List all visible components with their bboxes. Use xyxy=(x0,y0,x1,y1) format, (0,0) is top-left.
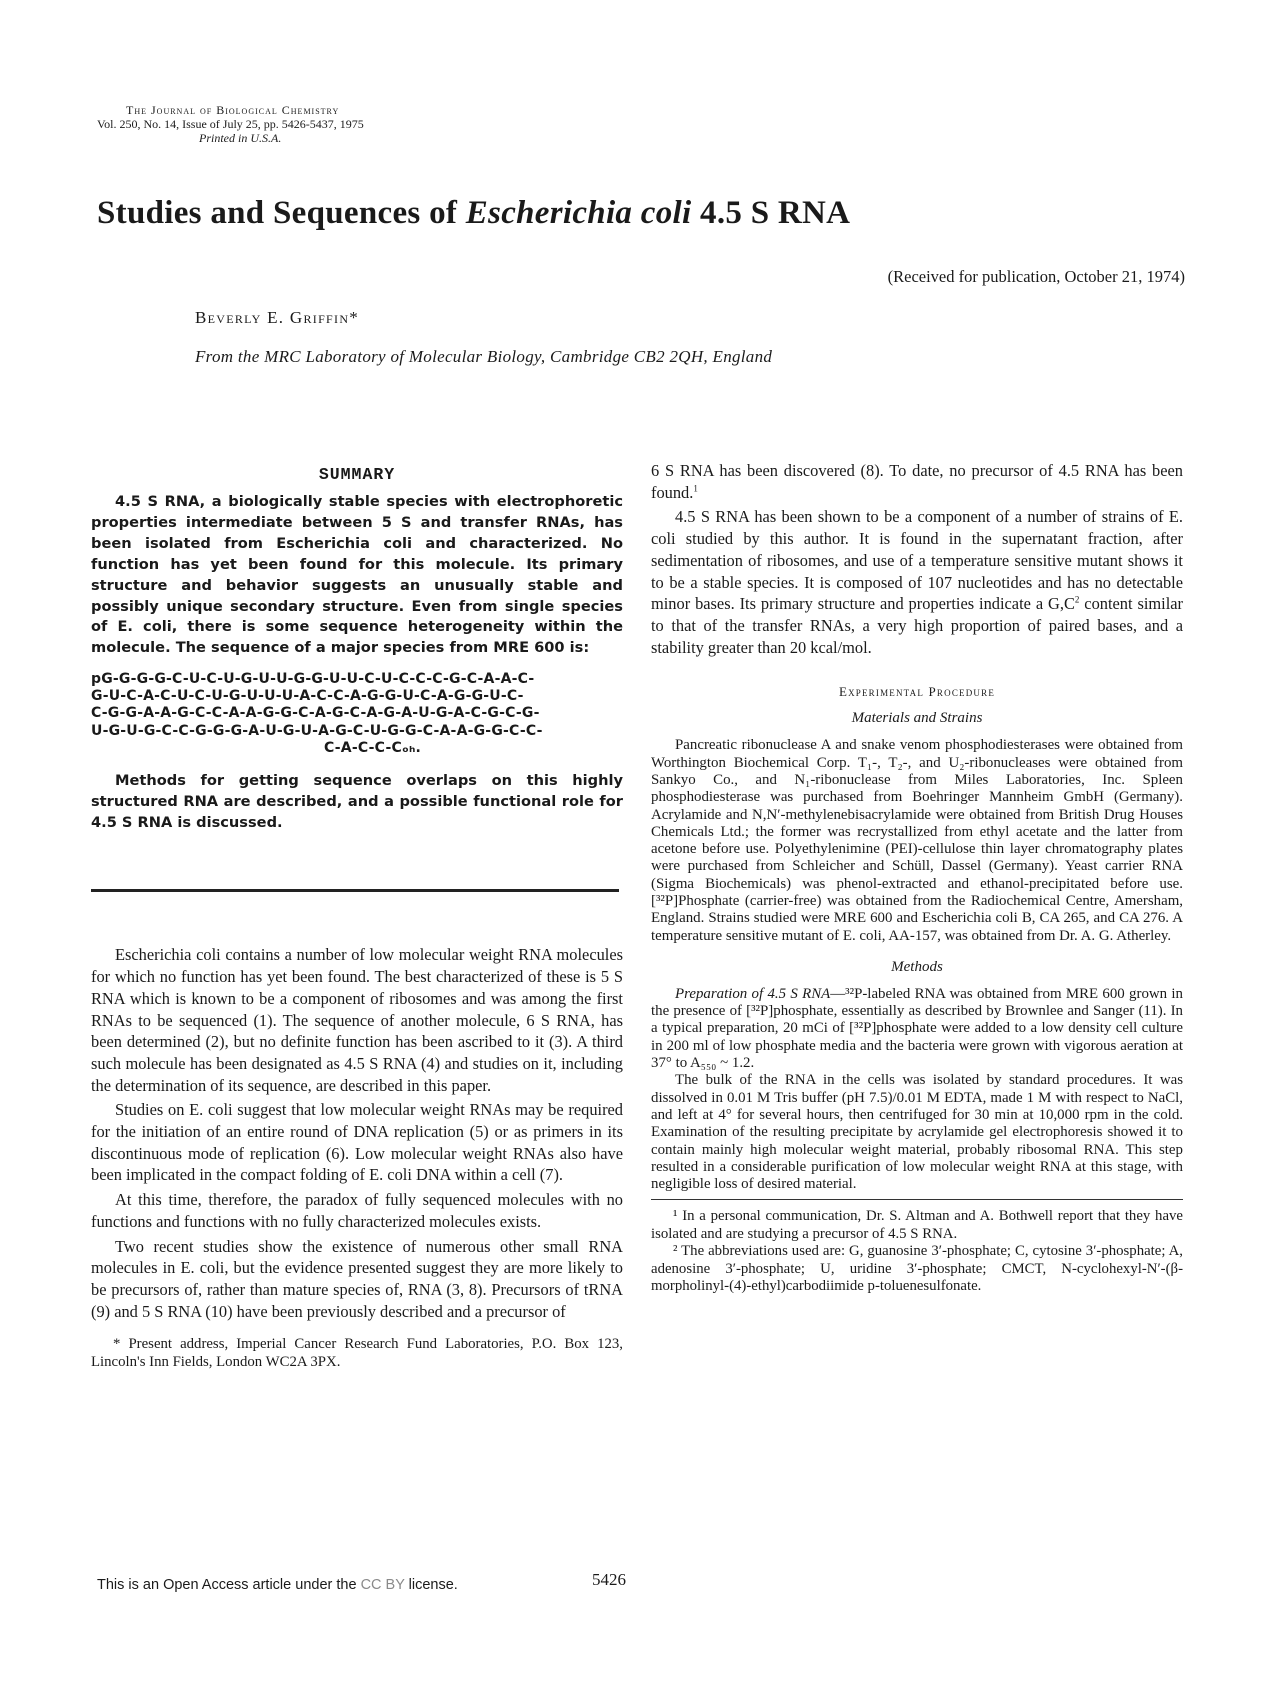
received-date: (Received for publication, October 21, 1974) xyxy=(887,267,1185,286)
summary-paragraph: 4.5 S RNA, a biologically stable species with electrophoretic properties intermediate between 5 S and transfer RNAs, has been isolated from Escherichia coli and characterized. No function has yet been found for this molecule. Its primary structure and behavior suggests an unusually stable and possibly unique secondary structure. Even from single species of E. coli, there is some sequence heterogeneity within the molecule. The sequence of a major species from MRE 600 is: xyxy=(91,493,623,657)
sequence-line: pG-G-G-G-C-U-C-U-G-U-U-G-G-U-U-C-U-C-C-C-G-C-A-A-C- xyxy=(91,671,535,688)
title-prefix: Studies and Sequences of xyxy=(97,195,466,231)
subsection-heading: Materials and Strains xyxy=(851,710,983,727)
subsection-heading: Methods xyxy=(891,958,943,975)
page-number: 5426 xyxy=(592,1570,626,1589)
sequence-line: U-G-U-G-C-C-G-G-G-A-U-G-U-A-G-C-U-G-G-C-A-A-G-G-C-C- xyxy=(91,722,543,739)
journal-name: The Journal of Biological Chemistry xyxy=(126,103,340,117)
summary-abstract xyxy=(91,492,623,833)
body-paragraph: 4.5 S RNA has been shown to be a component of a number of strains of E. coli studied by this author. It is found in the supernatant fraction, after sedimentation of ribosomes, and use of a temperature sensitive mutant shows it to be a stable species. It is composed of 107 nucleotides and has no detectable minor bases. Its primary structure and properties indicate a $G,C^2$ content similar to that of the transfer RNAs, a very high proportion of paired bases, and a stability greater than 20 kcal/mol. xyxy=(651,507,1183,657)
footnote-author xyxy=(91,1336,623,1371)
body-paragraph: 6 S RNA has been discovered (8). To date, no precursor of 4.5 RNA has been found.$^1$ xyxy=(651,461,1183,502)
title-organism: Escherichia coli xyxy=(465,195,692,231)
sequence-line: C-G-G-A-A-G-C-C-A-A-G-G-C-A-G-C-A-G-A-U-G-A-C-G-C-G- xyxy=(91,705,540,722)
footnote-1: ¹ In a personal communication, Dr. S. Altman and A. Bothwell report that they have isolated and are studying a precursor of 4.5 S RNA. xyxy=(651,1208,1183,1242)
body-paragraph: Studies on E. coli suggest that low molecular weight RNAs may be required for the initiation of an entire round of DNA replication (5) or as primers in its discontinuous mode of replication (6). Low molecular weight RNAs also have been implicated in the compact folding of E. coli DNA within a cell (7). xyxy=(91,1100,623,1185)
printed-note: Printed in U.S.A. xyxy=(199,131,282,145)
right-column xyxy=(651,460,1183,1295)
journal-header xyxy=(97,103,517,145)
introduction xyxy=(91,944,623,1322)
methods-paragraph: The bulk of the RNA in the cells was isolated by standard procedures. It was dissolved in 0.01 M Tris buffer (pH 7.5)/0.01 M EDTA, made 1 M with respect to NaCl, and left at 4° for several hours, then centrifuged for 30 min at 10,000 rpm in the cold. Examination of the resulting precipitate by acrylamide gel electrophoresis showed it to contain mainly high molecular weight material, probably ribosomal RNA. This step resulted in a considerable purification of low molecular weight RNA at this stage, with negligible loss of desired material. xyxy=(651,1072,1183,1193)
author-name: Beverly E. Griffin* xyxy=(195,308,360,327)
summary-paragraph: Methods for getting sequence overlaps on this highly structured RNA are described, and a possible functional role for 4.5 S RNA is discussed. xyxy=(91,771,623,831)
sequence-line: C-A-C-C-Cₒₕ. xyxy=(324,739,422,756)
author-affiliation: From the MRC Laboratory of Molecular Biology, Cambridge CB2 2QH, England xyxy=(195,347,773,366)
materials-section xyxy=(651,737,1183,945)
methods-paragraph: Preparation of 4.5 S RNA—³²P-labeled RNA was obtained from MRE 600 grown in the presence of [³²P]phosphate, essentially as described by Brownlee and Sanger (11). In a typical preparation, 20 mCi of [³²P]phosphate were added to a low density cell culture in 200 ml of low phosphate media and the bacteria were grown with vigorous aeration at 37° to A₅₅₀ ~ 1.2. xyxy=(651,985,1183,1072)
methods-section xyxy=(651,986,1183,1194)
title-suffix: 4.5 S RNA xyxy=(691,195,851,231)
license-link[interactable]: CC BY xyxy=(360,1577,405,1593)
sequence-line: G-U-C-A-C-U-C-U-G-U-U-U-A-C-C-A-G-G-U-C-A-G-G-U-C- xyxy=(91,688,524,705)
section-heading: Experimental Procedure xyxy=(838,684,996,700)
volume-line: Vol. 250, No. 14, Issue of July 25, pp. 5426-5437, 1975 xyxy=(97,117,364,131)
rna-sequence xyxy=(91,671,623,756)
introduction-continued xyxy=(651,460,1183,658)
materials-paragraph: Pancreatic ribonuclease A and snake venom phosphodiesterases were obtained from Worthington Biochemical Corp. T₁-, T₂-, and U₂-ribonucleases were obtained from Sankyo Co., and N₁-ribonuclease from Miles Laboratories, Inc. Spleen phosphodiesterase was purchased from Boehringer Mannheim GmbH (Germany). Acrylamide and N,N′-methylenebisacrylamide were obtained from British Drug Houses Chemicals Ltd.; the former was recrystallized from ethyl acetate and the latter from acetone before use. Polyethylenimine (PEI)-cellulose thin layer chromatography plates were purchased from Schleicher and Schüll, Dassel (Germany). Yeast carrier RNA (Sigma Biochemicals) was phenol-extracted and ethanol-precipitated before use. [³²P]Phosphate (carrier-free) was obtained from the Radiochemical Centre, Amersham, England. Strains studied were MRE 600 and Escherichia coli B, CA 265, and CA 276. A temperature sensitive mutant of E. coli, AA-157, was obtained from Dr. A. G. Atherley. xyxy=(651,737,1183,944)
footnotes xyxy=(651,1208,1183,1295)
summary-heading: SUMMARY xyxy=(318,465,396,484)
left-column xyxy=(91,460,623,1371)
body-paragraph: Escherichia coli contains a number of low molecular weight RNA molecules for which no function has yet been found. The best characterized of these is 5 S RNA which is known to be a component of ribosomes and was among the first RNAs to be sequenced (1). The sequence of another molecule, 6 S RNA, has been determined (2), but no definite function has been ascribed to it (3). A third such molecule has been designated as 4.5 S RNA (4) and studies on it, including the determination of its sequence, are described in this paper. xyxy=(91,945,623,1095)
footnote-2: ² The abbreviations used are: G, guanosine 3′-phosphate; C, cytosine 3′-phosphate; A, adenosine 3′-phosphate; U, uridine 3′-phosphate; CMCT, N-cyclohexyl-N′-(β-morpholinyl-(4)-ethyl)carbodiimide p-toluenesulfonate. xyxy=(651,1243,1183,1295)
summary-divider xyxy=(91,889,619,892)
license-notice: This is an Open Access article under the CC BY license. xyxy=(97,1577,458,1593)
body-paragraph: Two recent studies show the existence of numerous other small RNA molecules in E. coli, but the evidence presented suggest they are more likely to be precursors of, rather than mature species of, RNA (3, 8). Precursors of tRNA (9) and 5 S RNA (10) have been previously described and a precursor of xyxy=(91,1236,623,1321)
footnote-divider xyxy=(651,1199,1183,1200)
article-title xyxy=(97,195,1197,232)
footnote-text: * Present address, Imperial Cancer Research Fund Laboratories, P.O. Box 123, Lincoln's Inn Fields, London WC2A 3PX. xyxy=(91,1336,623,1370)
body-paragraph: At this time, therefore, the paradox of fully sequenced molecules with no functions and functions with no fully characterized molecules exists. xyxy=(91,1190,623,1231)
